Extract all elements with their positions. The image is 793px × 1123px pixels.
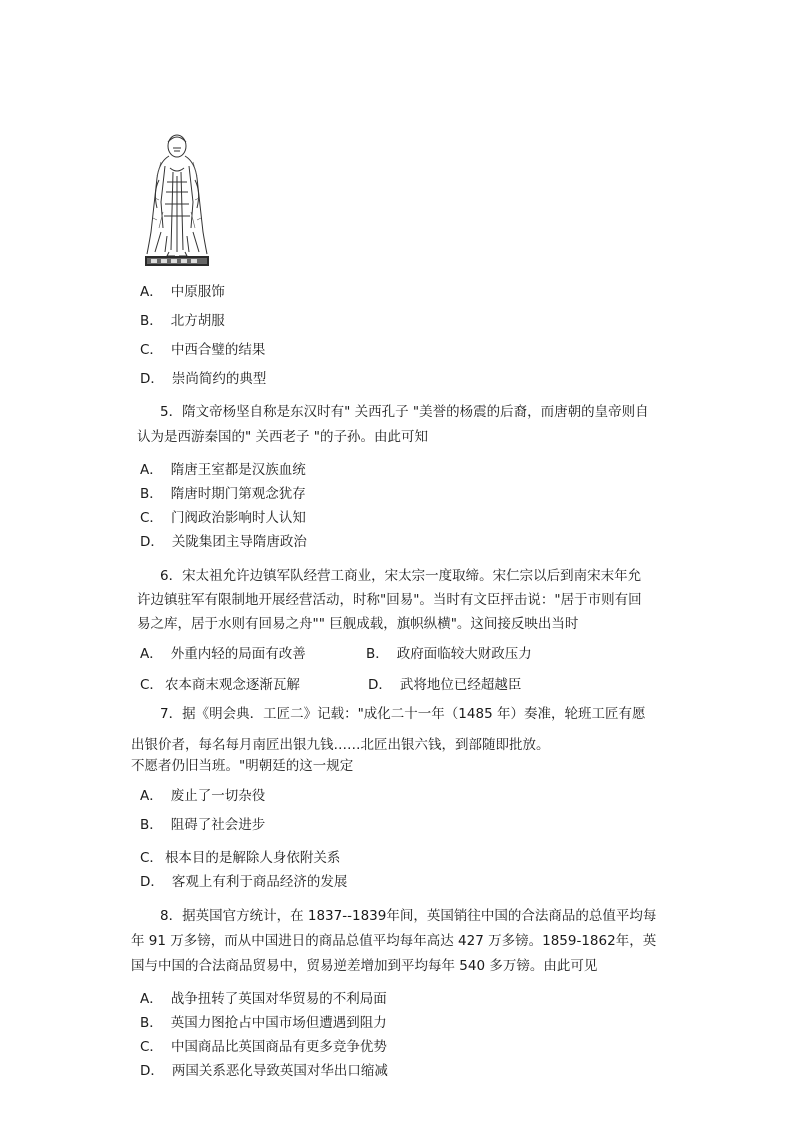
option-label: D． xyxy=(140,371,164,387)
option-label: B． xyxy=(140,1015,163,1031)
q6-stem-line3: 易之库，居于水则有回易之舟"" 巨舰成载，旗帜纵横"。这间接反映出当时 xyxy=(137,616,579,632)
option-text: 崇尚简约的典型 xyxy=(171,371,267,387)
q7-option-d xyxy=(140,873,347,891)
q4-option-c xyxy=(140,341,265,359)
q8-option-c xyxy=(140,1038,387,1056)
option-text: 战争扭转了英国对华贸易的不利局面 xyxy=(170,991,387,1007)
option-text: 两国关系恶化导致英国对华出口缩减 xyxy=(171,1063,388,1079)
q6-option-b xyxy=(366,645,532,663)
option-text: 废止了一切杂役 xyxy=(170,788,266,804)
option-text: 门阀政治影响时人认知 xyxy=(170,510,306,526)
option-text: 客观上有利于商品经济的发展 xyxy=(171,874,348,890)
statue-illustration xyxy=(137,132,215,268)
option-label: C． xyxy=(140,1039,163,1055)
option-label: C． xyxy=(140,510,163,526)
q4-option-b xyxy=(140,312,225,330)
q5-stem-line2: 认为是西游秦国的" 关西老子 "的子孙。由此可知 xyxy=(137,429,429,445)
option-text: 隋唐王室都是汉族血统 xyxy=(170,462,306,478)
q7-option-a xyxy=(140,787,265,805)
q7-stem-line2: 出银价者，每名每月南匠出银九钱……北匠出银六钱，到部随即批放。 xyxy=(131,737,550,753)
q7-option-b xyxy=(140,816,265,834)
option-text: 政府面临较大财政压力 xyxy=(396,646,532,662)
option-text: 外重内轻的局面有改善 xyxy=(170,646,306,662)
q8-stem-line3: 国与中国的合法商品贸易中，贸易逆差增加到平均每年 540 多万镑。由此可见 xyxy=(131,958,598,974)
q7-stem-line3: 不愿者仍旧当班。"明朝廷的这一规定 xyxy=(131,758,354,774)
option-text: 中原服饰 xyxy=(170,284,225,300)
option-text: 关陇集团主导隋唐政治 xyxy=(171,534,307,550)
option-label: A． xyxy=(140,284,163,300)
option-text: 中国商品比英国商品有更多竞争优势 xyxy=(170,1039,387,1055)
q6-option-d xyxy=(368,676,521,694)
q7-option-c xyxy=(140,849,340,867)
option-label: B． xyxy=(140,313,163,329)
option-label: A． xyxy=(140,646,163,662)
option-label: D． xyxy=(368,677,392,693)
option-text: 隋唐时期门第观念犹存 xyxy=(170,486,306,502)
option-label: B． xyxy=(366,646,389,662)
option-label: D． xyxy=(140,874,164,890)
q8-option-b xyxy=(140,1014,387,1032)
q8-option-a xyxy=(140,990,387,1008)
q6-stem-line1: 6．宋太祖允许边镇军队经营工商业，宋太宗一度取缔。宋仁宗以后到南宋末年允 xyxy=(160,568,642,584)
q8-stem-line2: 年 91 万多镑，而从中国进日的商品总值平均每年高达 427 万多镑。1859-1862年，英 xyxy=(131,933,657,949)
q5-option-c xyxy=(140,509,306,527)
q7-stem-line1: 7．据《明会典．工匠二》记载："成化二十一年（1485 年）奏准，轮班工匠有愿 xyxy=(160,706,646,722)
option-label: A． xyxy=(140,788,163,804)
option-label: D． xyxy=(140,1063,164,1079)
option-text: 农本商末观念逐渐瓦解 xyxy=(164,677,300,693)
q6-option-c xyxy=(140,676,300,694)
option-label: D． xyxy=(140,534,164,550)
option-label: C． xyxy=(140,677,163,693)
q5-option-d xyxy=(140,533,307,551)
q5-option-a xyxy=(140,461,306,479)
option-text: 北方胡服 xyxy=(170,313,225,329)
q5-stem-line1: 5．隋文帝杨坚自称是东汉时有" 关西孔子 "美誉的杨震的后裔，而唐朝的皇帝则自 xyxy=(160,404,649,420)
q4-option-d xyxy=(140,370,266,388)
q6-stem-line2: 许边镇驻军有限制地开展经营活动，时称"回易"。当时有文臣抨击说："居于市则有回 xyxy=(137,592,642,608)
option-text: 阻碍了社会进步 xyxy=(170,817,266,833)
option-text: 武将地位已经超越臣 xyxy=(399,677,522,693)
q6-option-a xyxy=(140,645,306,663)
option-label: C． xyxy=(140,342,163,358)
option-text: 根本目的是解除人身依附关系 xyxy=(164,850,341,866)
option-label: B． xyxy=(140,486,163,502)
option-label: B． xyxy=(140,817,163,833)
q4-option-a xyxy=(140,283,225,301)
option-text: 中西合璧的结果 xyxy=(170,342,266,358)
q5-option-b xyxy=(140,485,306,503)
option-label: C． xyxy=(140,850,163,866)
option-label: A． xyxy=(140,991,163,1007)
option-text: 英国力图抢占中国市场但遭遇到阻力 xyxy=(170,1015,387,1031)
option-label: A． xyxy=(140,462,163,478)
q8-stem-line1: 8．据英国官方统计，在 1837--1839年间，英国销往中国的合法商品的总值平均每 xyxy=(160,908,657,924)
q8-option-d xyxy=(140,1062,388,1080)
